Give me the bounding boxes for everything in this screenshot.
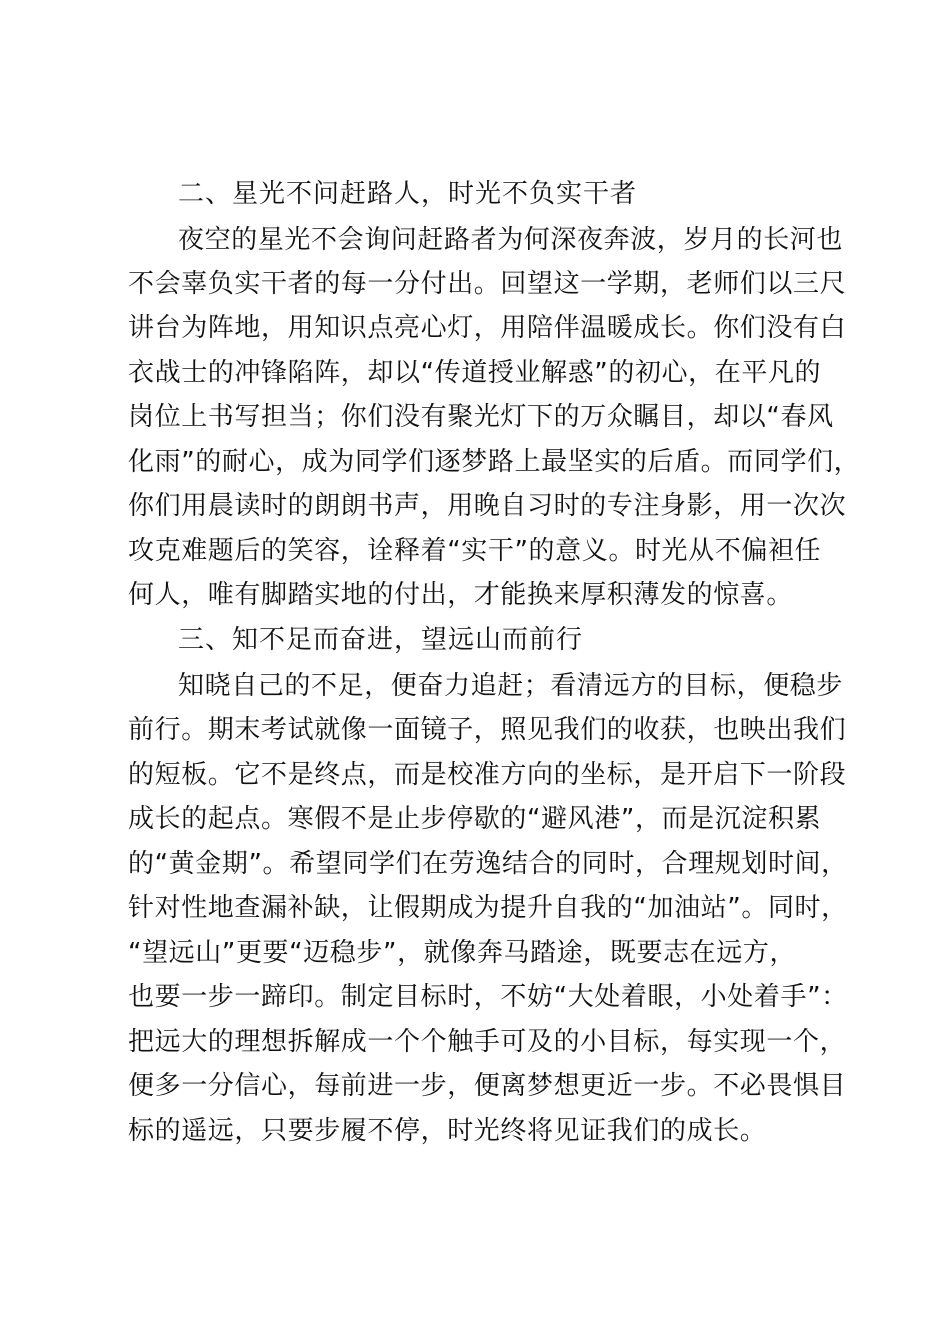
paragraph-line: 的“黄金期”。希望同学们在劳逸结合的同时，合理规划时间， xyxy=(128,849,848,879)
paragraph-line: 你们用晨读时的朗朗书声，用晚自习时的专注身影，用一次次 xyxy=(128,491,847,521)
paragraph-line: 也要一步一蹄印。制定目标时，不妨“大处着眼，小处着手”： xyxy=(128,982,848,1012)
paragraph-line: 岗位上书写担当；你们没有聚光灯下的万众瞩目，却以“春风 xyxy=(128,402,834,432)
paragraph-line: 知晓自己的不足，便奋力追赶；看清远方的目标，便稳步 xyxy=(178,671,844,701)
paragraph-line: 夜空的星光不会询问赶路者为何深夜奔波，岁月的长河也 xyxy=(178,225,844,255)
paragraph-line: 把远大的理想拆解成一个个触手可及的小目标，每实现一个， xyxy=(128,1027,847,1057)
section-heading-3: 三、知不足而奋进，望远山而前行 xyxy=(178,625,584,655)
paragraph-line: 攻克难题后的笑容，诠释着“实干”的意义。时光从不偏袒任 xyxy=(128,536,822,566)
paragraph-line: 化雨”的耐心，成为同学们逐梦路上最坚实的后盾。而同学们， xyxy=(128,447,861,477)
paragraph-line: 的短板。它不是终点，而是校准方向的坐标，是开启下一阶段 xyxy=(128,760,847,790)
paragraph-line: 成长的起点。寒假不是止步停歇的“避风港”，而是沉淀积累 xyxy=(128,804,822,834)
paragraph-line: 前行。期末考试就像一面镜子，照见我们的收获，也映出我们 xyxy=(128,715,847,745)
paragraph-line: 何人，唯有脚踏实地的付出，才能换来厚积薄发的惊喜。 xyxy=(128,580,794,610)
paragraph-line: 衣战士的冲锋陷阵，却以“传道授业解惑”的初心，在平凡的 xyxy=(128,358,822,388)
section-heading-2: 二、星光不问赶路人，时光不负实干者 xyxy=(178,179,638,209)
paragraph-line: 讲台为阵地，用知识点亮心灯，用陪伴温暖成长。你们没有白 xyxy=(128,313,847,343)
paragraph-line: 便多一分信心，每前进一步，便离梦想更近一步。不必畏惧目 xyxy=(128,1071,847,1101)
paragraph-line: “望远山”更要“迈稳步”，就像奔马踏途，既要志在远方， xyxy=(128,938,797,968)
paragraph-line: 不会辜负实干者的每一分付出。回望这一学期，老师们以三尺 xyxy=(128,269,847,299)
paragraph-line: 标的遥远，只要步履不停，时光终将见证我们的成长。 xyxy=(128,1116,767,1146)
paragraph-line: 针对性地查漏补缺，让假期成为提升自我的“加油站”。同时， xyxy=(128,893,848,923)
